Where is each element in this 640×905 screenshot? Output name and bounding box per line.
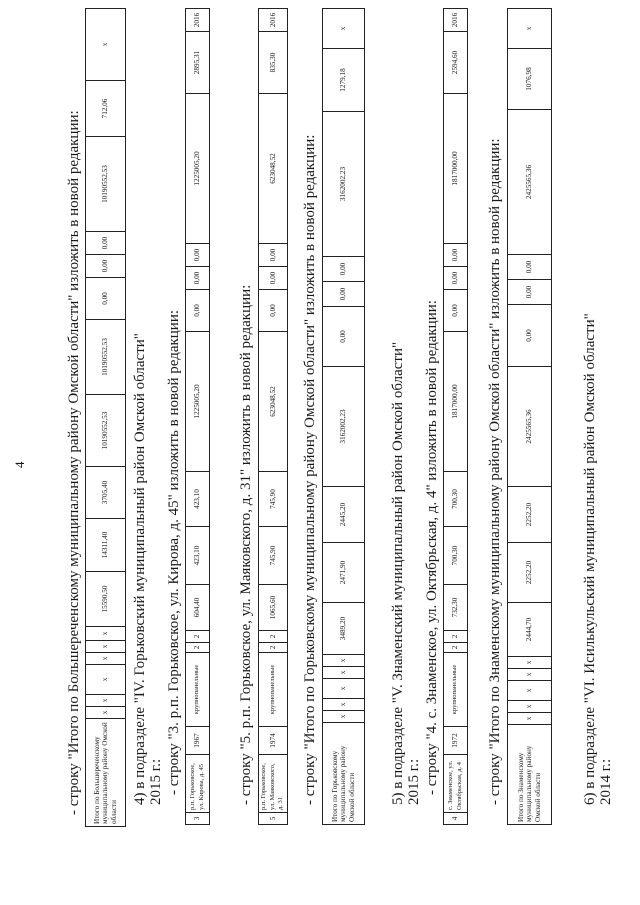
table-cell: 10190552,53: [86, 395, 126, 467]
table-cell: 0,00: [259, 267, 288, 290]
table-cell: x: [86, 641, 126, 653]
section-gorkovsky: 4) в подразделе "IV. Горьковский муниципальный район Омской области": [132, 333, 148, 805]
table-cell: 2016: [259, 9, 288, 32]
table-cell: 2: [186, 631, 210, 643]
table-cell: 2016: [444, 9, 468, 32]
table-cell: 2425565,36: [508, 367, 552, 487]
table-gorkovsky-total: [322, 8, 365, 825]
table-mayakovskogo-31: [258, 8, 288, 825]
table-cell: 1974: [259, 727, 288, 755]
table-row: [86, 9, 126, 827]
table-cell: крупнопанельные: [186, 653, 210, 727]
table-cell: 2252,20: [508, 487, 552, 543]
table-row: [323, 9, 365, 825]
table-cell: 3: [186, 813, 210, 825]
table-cell: x: [86, 707, 126, 719]
table-bolsherechensky-total: [85, 8, 126, 827]
table-cell: 623048,52: [259, 332, 288, 472]
table-cell: 0,00: [259, 244, 288, 267]
table-cell: x: [323, 9, 365, 49]
table-cell: 835,30: [259, 32, 288, 94]
table-cell: 700,30: [444, 527, 468, 585]
table-cell: x: [86, 665, 126, 695]
table-cell: 1225005,20: [186, 94, 210, 244]
table-cell: x: [508, 681, 552, 701]
table-cell: 3705,40: [86, 467, 126, 519]
table-row: [508, 9, 552, 825]
table-cell: x: [86, 627, 126, 641]
table-cell: 0,00: [323, 307, 365, 367]
year-2015-znamensky: 2015 г.:: [406, 758, 422, 805]
table-cell: крупнопанельные: [444, 653, 468, 727]
table-cell: 623048,52: [259, 94, 288, 244]
table-cell: 745,90: [259, 527, 288, 585]
table-cell: 3162002,23: [323, 112, 365, 257]
table-cell: 14311,40: [86, 519, 126, 572]
table-cell: 1817000,00: [444, 332, 468, 472]
table-cell: 10190552,53: [86, 320, 126, 395]
table-cell: x: [323, 655, 365, 667]
table-cell: 2: [259, 643, 288, 653]
table-cell: 0,00: [259, 290, 288, 332]
table-cell: 0,00: [323, 257, 365, 282]
table-cell: 0,00: [508, 255, 552, 280]
table-cell: 2: [259, 631, 288, 643]
heading-znamensky-total: - строку "Итого по Знаменскому муниципальному району Омской области" изложить в новой редакции:: [487, 138, 503, 805]
table-oktyabrskaya-4: [443, 8, 468, 825]
table-row: [259, 9, 288, 825]
table-cell: x: [323, 667, 365, 679]
table-cell: 1225005,20: [186, 332, 210, 472]
table-cell: р.п. Горьковское, ул. Кирова, д. 45: [186, 755, 210, 813]
table-cell: 3489,20: [323, 603, 365, 655]
table-cell: 0,00: [508, 280, 552, 305]
heading-bolsherechensky-total: - строку "Итого по Большереченскому муниципальному району Омской области" изложить в новой редакции:: [66, 110, 82, 815]
table-row: [444, 9, 468, 825]
table-cell: 5: [259, 813, 288, 825]
table-cell: x: [86, 653, 126, 665]
table-cell: 10190552,53: [86, 137, 126, 232]
table-cell: 15590,50: [86, 572, 126, 627]
table-cell: 423,10: [186, 472, 210, 527]
table-cell: 0,00: [186, 267, 210, 290]
table-cell: 700,30: [444, 472, 468, 527]
table-cell: 1279,18: [323, 49, 365, 112]
table-row: [186, 9, 210, 825]
table-cell: Итого по Горьковскому муниципальному району Омской области: [323, 723, 365, 825]
table-cell: 732,30: [444, 585, 468, 631]
table-cell: 1817000,00: [444, 94, 468, 244]
table-cell: x: [508, 701, 552, 713]
table-cell: 2: [444, 631, 468, 643]
table-cell: 0,00: [186, 290, 210, 332]
table-cell: с. Знаменское, ул. Октябрьская, д. 4: [444, 755, 468, 813]
year-2015-gorkovsky: 2015 г.:: [148, 758, 164, 805]
table-cell: Итого по Большереченскому муниципальному району Омской области: [86, 719, 126, 827]
table-znamensky-total: [507, 8, 552, 825]
table-cell: р.п. Горьковское, ул. Маяковского, д. 31: [259, 755, 288, 813]
table-cell: 1065,60: [259, 585, 288, 631]
table-cell: 0,00: [86, 278, 126, 320]
page-number: 4: [12, 461, 27, 468]
section-znamensky: 5) в подразделе "V. Знаменский муниципальный район Омской области": [390, 341, 406, 805]
table-cell: 423,10: [186, 527, 210, 585]
table-cell: 0,00: [508, 305, 552, 367]
table-cell: 604,40: [186, 585, 210, 631]
table-cell: 0,00: [444, 290, 468, 332]
table-cell: x: [323, 699, 365, 711]
table-cell: 2016: [186, 9, 210, 32]
table-cell: 4: [444, 813, 468, 825]
table-kirova-45: [185, 8, 210, 825]
table-cell: x: [86, 9, 126, 81]
year-2014-isilkulsky: 2014 г.:: [598, 758, 614, 805]
table-cell: 0,00: [444, 267, 468, 290]
table-cell: x: [508, 657, 552, 669]
table-cell: x: [86, 695, 126, 707]
table-cell: 2895,31: [186, 32, 210, 94]
heading-kirova-45: - строку "3. р.п. Горьковское, ул. Кирова, д. 45" изложить в новой редакции:: [166, 309, 182, 795]
table-cell: 2: [186, 643, 210, 653]
table-cell: 3162002,23: [323, 367, 365, 487]
table-cell: 0,00: [323, 282, 365, 307]
table-cell: 745,90: [259, 472, 288, 527]
table-cell: 0,00: [86, 255, 126, 278]
table-cell: 2471,90: [323, 543, 365, 603]
table-cell: 1972: [444, 727, 468, 755]
table-cell: 2444,70: [508, 603, 552, 657]
heading-gorkovsky-total: - строку "Итого по Горьковскому муниципальному району Омской области" изложить в новой редакции:: [302, 134, 318, 805]
heading-oktyabrskaya-4: - строку "4. с. Знаменское, ул. Октябрьская, д. 4" изложить в новой редакции:: [424, 300, 440, 795]
table-cell: x: [323, 711, 365, 723]
table-cell: 2594,60: [444, 32, 468, 94]
table-cell: 2: [444, 643, 468, 653]
table-cell: 2425565,36: [508, 110, 552, 255]
table-cell: 1076,98: [508, 49, 552, 110]
table-cell: 1967: [186, 727, 210, 755]
table-cell: x: [508, 9, 552, 49]
section-isilkulsky: 6) в подразделе "VI. Исилькульский муниципальный район Омской области": [582, 313, 598, 805]
table-cell: 712,06: [86, 81, 126, 137]
table-cell: крупнопанельные: [259, 653, 288, 727]
table-cell: 0,00: [186, 244, 210, 267]
table-cell: 2445,20: [323, 487, 365, 543]
table-cell: x: [508, 713, 552, 725]
table-cell: 0,00: [86, 232, 126, 255]
table-cell: x: [508, 669, 552, 681]
table-cell: Итого по Знаменскому муниципальному району Омской области: [508, 725, 552, 825]
table-cell: 2252,20: [508, 543, 552, 603]
table-cell: x: [323, 679, 365, 699]
heading-mayakovskogo-31: - строку "5. р.п. Горьковское, ул. Маяковского, д. 31" изложить в новой редакции:: [238, 284, 254, 805]
table-cell: 0,00: [444, 244, 468, 267]
